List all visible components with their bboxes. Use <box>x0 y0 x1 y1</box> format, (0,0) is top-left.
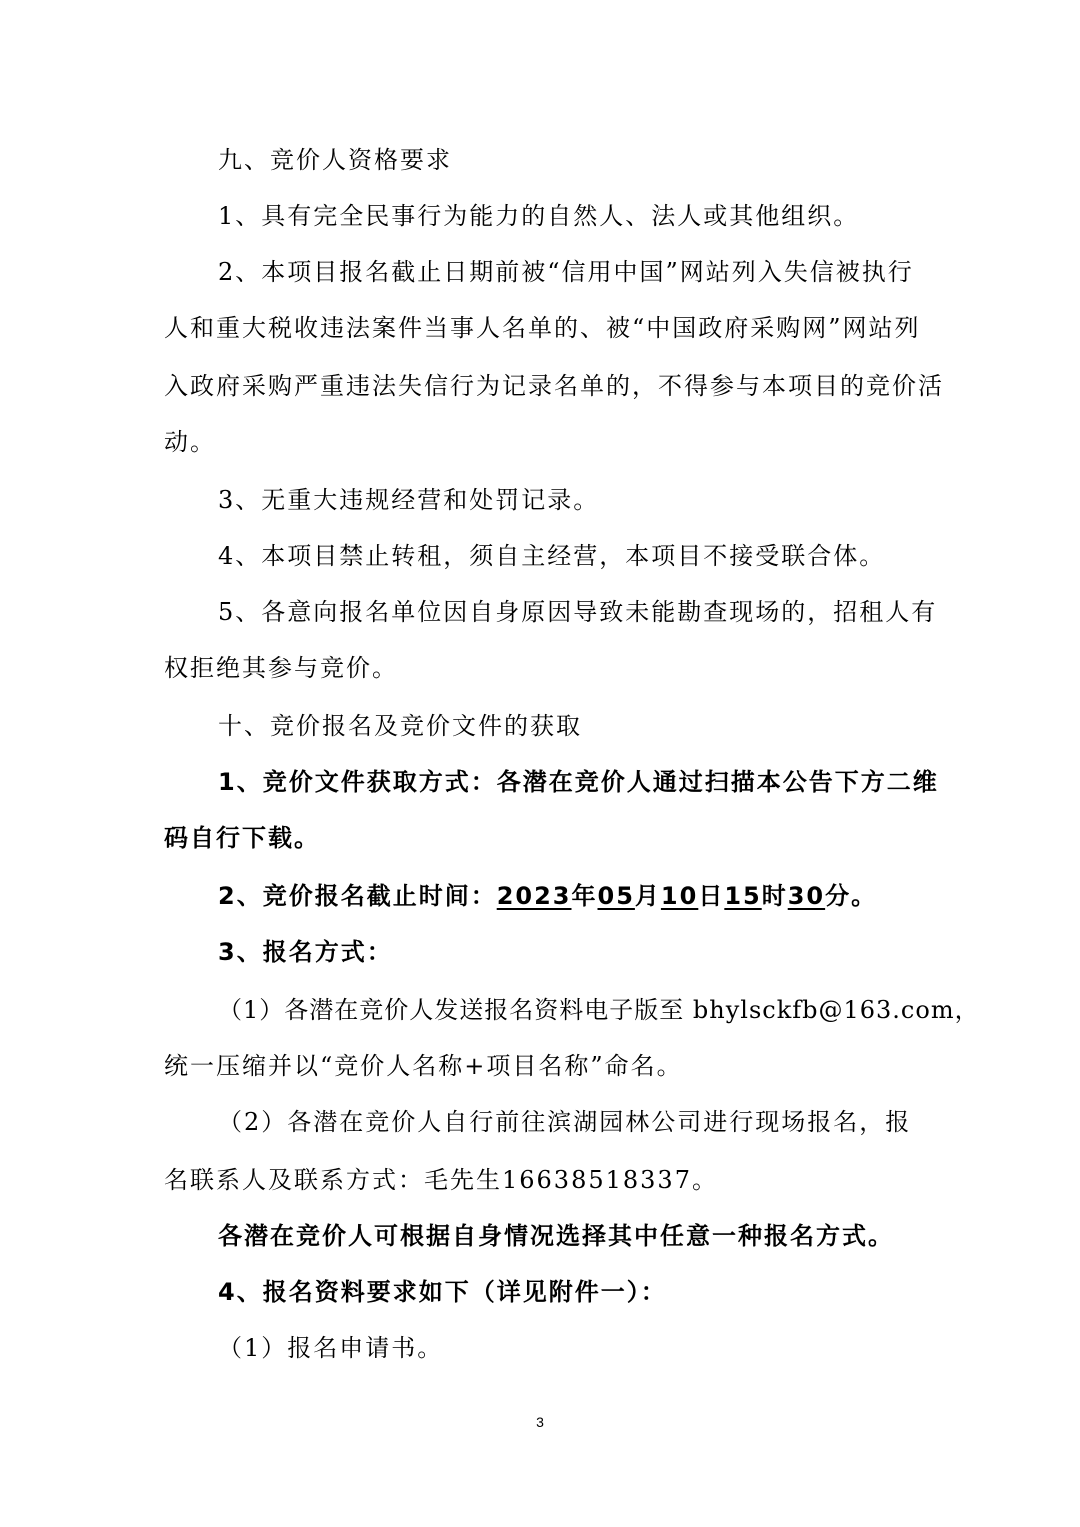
section-9-item-3: 3、无重大违规经营和处罚记录。 <box>218 486 600 514</box>
deadline-prefix: 2、竞价报名截止时间： <box>218 882 497 910</box>
deadline-hour: 15 <box>724 882 762 910</box>
deadline-year-unit: 年 <box>571 882 598 910</box>
registration-method-1-line-1: （1）各潜在竞价人发送报名资料电子版至 bhylsckfb@163.com， <box>218 996 980 1024</box>
registration-method-2-line-1: （2）各潜在竞价人自行前往滨湖园林公司进行现场报名，报 <box>218 1108 912 1136</box>
section-9-item-5-line-2: 权拒绝其参与竞价。 <box>164 654 398 682</box>
section-10-heading: 十、竞价报名及竞价文件的获取 <box>218 712 582 740</box>
deadline-hour-unit: 时 <box>761 882 788 910</box>
section-10-item-4: 4、报名资料要求如下（详见附件一）： <box>218 1278 667 1306</box>
registration-choice-note: 各潜在竞价人可根据自身情况选择其中任意一种报名方式。 <box>218 1222 894 1250</box>
deadline-month-unit: 月 <box>634 882 661 910</box>
section-10-item-3: 3、报名方式： <box>218 938 393 966</box>
registration-method-2-line-2: 名联系人及联系方式：毛先生16638518337。 <box>164 1166 718 1194</box>
deadline-year: 2023 <box>496 882 572 910</box>
section-9-item-2-line-2: 人和重大税收违法案件当事人名单的、被“中国政府采购网”网站列 <box>164 314 921 342</box>
section-9-item-1: 1、具有完全民事行为能力的自然人、法人或其他组织。 <box>218 202 860 230</box>
section-9-item-5-line-1: 5、各意向报名单位因自身原因导致未能勘查现场的，招租人有 <box>218 598 938 626</box>
page-number: 3 <box>536 1414 544 1430</box>
registration-material-1: （1）报名申请书。 <box>218 1334 444 1362</box>
section-9-item-2-line-1: 2、本项目报名截止日期前被“信用中国”网站列入失信被执行 <box>218 258 914 286</box>
section-10-item-1-line-1: 1、竞价文件获取方式：各潜在竞价人通过扫描本公告下方二维 <box>218 768 939 796</box>
section-10-item-1-line-2: 码自行下载。 <box>164 824 320 852</box>
registration-deadline <box>0 876 1080 916</box>
deadline-month: 05 <box>597 882 635 910</box>
section-9-item-2-line-3: 入政府采购严重违法失信行为记录名单的，不得参与本项目的竞价活 <box>164 372 944 400</box>
deadline-day: 10 <box>660 882 699 910</box>
section-9-item-2-line-4: 动。 <box>164 428 216 456</box>
deadline-minute: 30 <box>787 882 826 910</box>
section-9-heading: 九、竞价人资格要求 <box>218 146 452 174</box>
section-9-item-4: 4、本项目禁止转租，须自主经营，本项目不接受联合体。 <box>218 542 886 570</box>
deadline-minute-unit: 分。 <box>825 882 878 910</box>
deadline-day-unit: 日 <box>698 882 725 910</box>
registration-method-1-line-2: 统一压缩并以“竞价人名称+项目名称”命名。 <box>164 1052 683 1080</box>
